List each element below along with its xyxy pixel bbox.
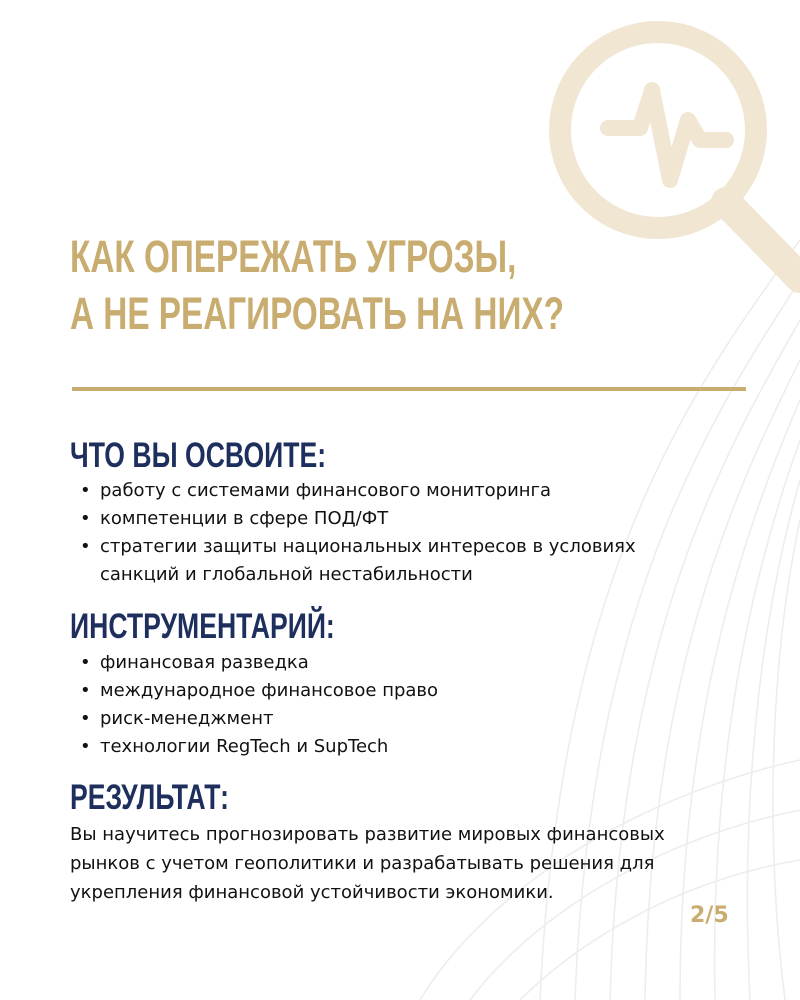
bullet-icon: • [80,508,91,529]
result-heading: РЕЗУЛЬТАТ: [70,778,229,817]
bullet-icon: • [80,536,91,557]
tools-heading: ИНСТРУМЕНТАРИЙ: [70,607,335,646]
bullet-icon: • [80,680,91,701]
tools-list [76,649,696,761]
list-item: • работу с системами финансового мониторинга [76,477,696,505]
magnifier-pulse-icon [548,10,800,300]
bullet-icon: • [80,736,91,757]
title-line-1: КАК ОПЕРЕЖАТЬ УГРОЗЫ, [70,231,517,282]
bullet-icon: • [80,480,91,501]
bullet-icon: • [80,708,91,729]
list-item: • компетенции в сфере ПОД/ФТ [76,505,696,533]
bullet-icon: • [80,652,91,673]
skills-heading: ЧТО ВЫ ОСВОИТЕ: [70,436,327,475]
list-item: • риск-менеджмент [76,705,696,733]
list-item: • стратегии защиты национальных интересов в условиях санкций и глобальной нестабильности [76,533,696,589]
list-item: • финансовая разведка [76,649,696,677]
list-item: • технологии RegTech и SupTech [76,733,696,761]
title-line-2: А НЕ РЕАГИРОВАТЬ НА НИХ? [70,288,564,339]
page-number: 2/5 [690,903,729,928]
divider [72,387,746,391]
list-item: • международное финансовое право [76,677,696,705]
skills-list [76,477,696,589]
page-title [70,228,581,342]
result-text: Вы научитесь прогнозировать развитие мировых финансовых рынков с учетом геополитики и разрабатывать решения для укрепления финансовой устойчивости экономики. [70,824,665,903]
